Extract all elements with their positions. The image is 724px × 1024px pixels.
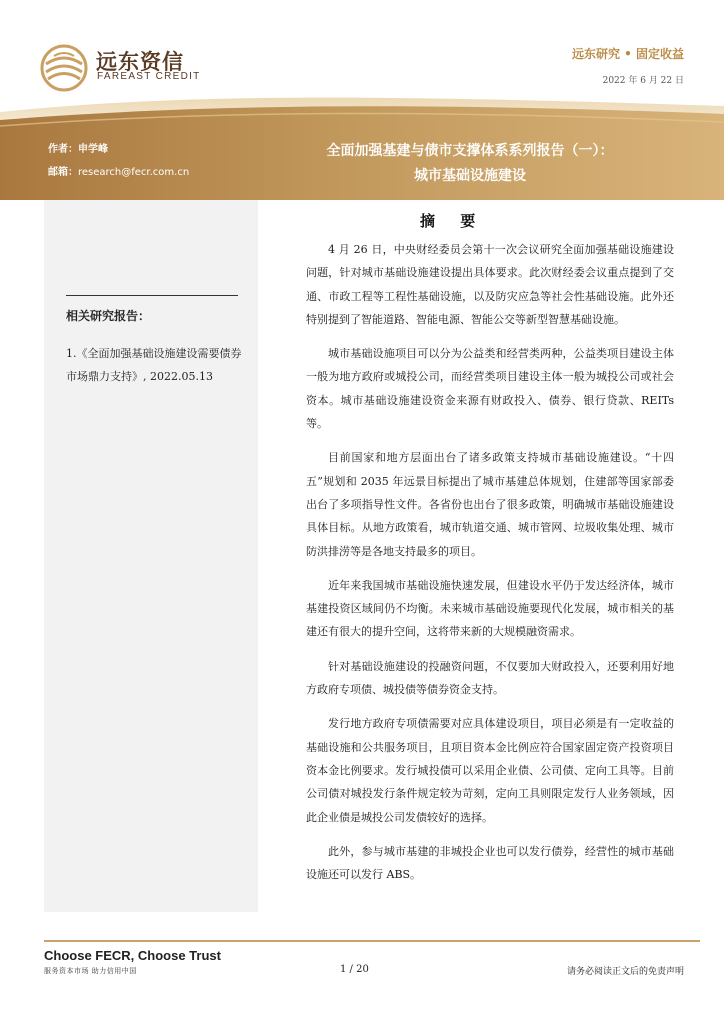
- fareast-credit-logo-icon: [40, 44, 88, 92]
- email-label: 邮箱：: [48, 167, 78, 178]
- abstract-paragraph: 针对基础设施建设的投融资问题，不仅要加大财政投入，还要利用好地方政府专项债、城投债等债券资金支持。: [306, 659, 674, 697]
- abstract-paragraph: 近年来我国城市基础设施快速发展，但建设水平仍于发达经济体，城市基建投资区域间仍不均衡。未来城市基础设施要现代化发展，城市相关的基建还有很大的提升空间，这将带来新的大规模融资需求。: [306, 578, 674, 639]
- page-number: 1 / 20: [340, 964, 369, 975]
- brand-name-cn: 远东资信: [96, 50, 184, 74]
- author-email[interactable]: research@fecr.com.cn: [78, 167, 190, 178]
- abstract-paragraph: 此外，参与城市基建的非城投企业也可以发行债券，经营性的城市基础设施还可以发行 ABS。: [306, 844, 674, 882]
- report-date: 2022 年 6 月 22 日: [602, 76, 684, 86]
- sidebar-divider: [66, 295, 238, 296]
- footer-disclaimer: 请务必阅读正文后的免责声明: [566, 967, 684, 977]
- footer-brand: Choose FECR, Choose Trust: [44, 948, 221, 963]
- author-label: 作者：: [48, 144, 78, 155]
- report-title-line2: 城市基础设施建设: [414, 168, 526, 184]
- report-title-line1: 全面加强基建与债市支撑体系系列报告（一）：: [326, 143, 614, 159]
- related-reports-heading: 相关研究报告：: [66, 309, 151, 323]
- author-line: [48, 138, 189, 161]
- abstract-heading: 摘 要: [420, 212, 486, 230]
- email-line: [48, 161, 189, 184]
- footer-divider: [44, 940, 700, 942]
- abstract-paragraph: 发行地方政府专项债需要对应具体建设项目，项目必须是有一定收益的基础设施和公共服务项目，且项目资本金比例应符合国家固定资产投资项目资本金比例要求。发行城投债可以采用企业债、公司债、定向工具等。目前公司债对城投发行条件规定较为苛刻，定向工具则限定发行人业务领域，因此企业债是城投公司发债较好的选择。: [306, 717, 674, 824]
- brand-name-en: FAREAST CREDIT: [97, 71, 201, 82]
- abstract-paragraph: 4 月 26 日，中央财经委员会第十一次会议研究全面加强基础设施建设问题，针对城市基础设施建设提出具体要求。此次财经委会议重点提到了交通、市政工程等工程性基础设施，以及防灾应急等社会性基础设施。此外还特别提到了智能道路、智能电源、智能公交等新型智慧基础设施。: [306, 243, 674, 326]
- abstract-paragraph: 目前国家和地方层面出台了诸多政策支持城市基础设施建设。“十四五”规划和 2035 年远景目标提出了城市基建总体规划，住建部等国家部委出台了多项指导性文件。各省份也出台了很多政策，明确城市基础设施建设具体目标。从地方政策看，城市轨道交通、城市管网、垃圾收集处理、城市防洪排涝等是各地支持最多的项目。: [306, 451, 674, 558]
- report-category: 远东研究 • 固定收益: [571, 47, 684, 61]
- related-report-item: 1.《全面加强基础设施建设需要债券市场鼎力支持》, 2022.05.13: [66, 347, 242, 383]
- report-title: [260, 139, 680, 189]
- abstract-paragraph: 城市基础设施项目可以分为公益类和经营类两种，公益类项目建设主体一般为地方政府或城投公司，而经营类项目建设主体一般为城投公司或社会资本。城市基础设施建设资金来源有财政投入、债券、银行贷款、REITs 等。: [306, 347, 674, 431]
- abstract-body: [306, 238, 674, 897]
- footer-slogan: 服务资本市场 助力信用中国: [44, 967, 137, 975]
- author-name: 申学峰: [78, 144, 108, 155]
- author-block: [48, 138, 189, 184]
